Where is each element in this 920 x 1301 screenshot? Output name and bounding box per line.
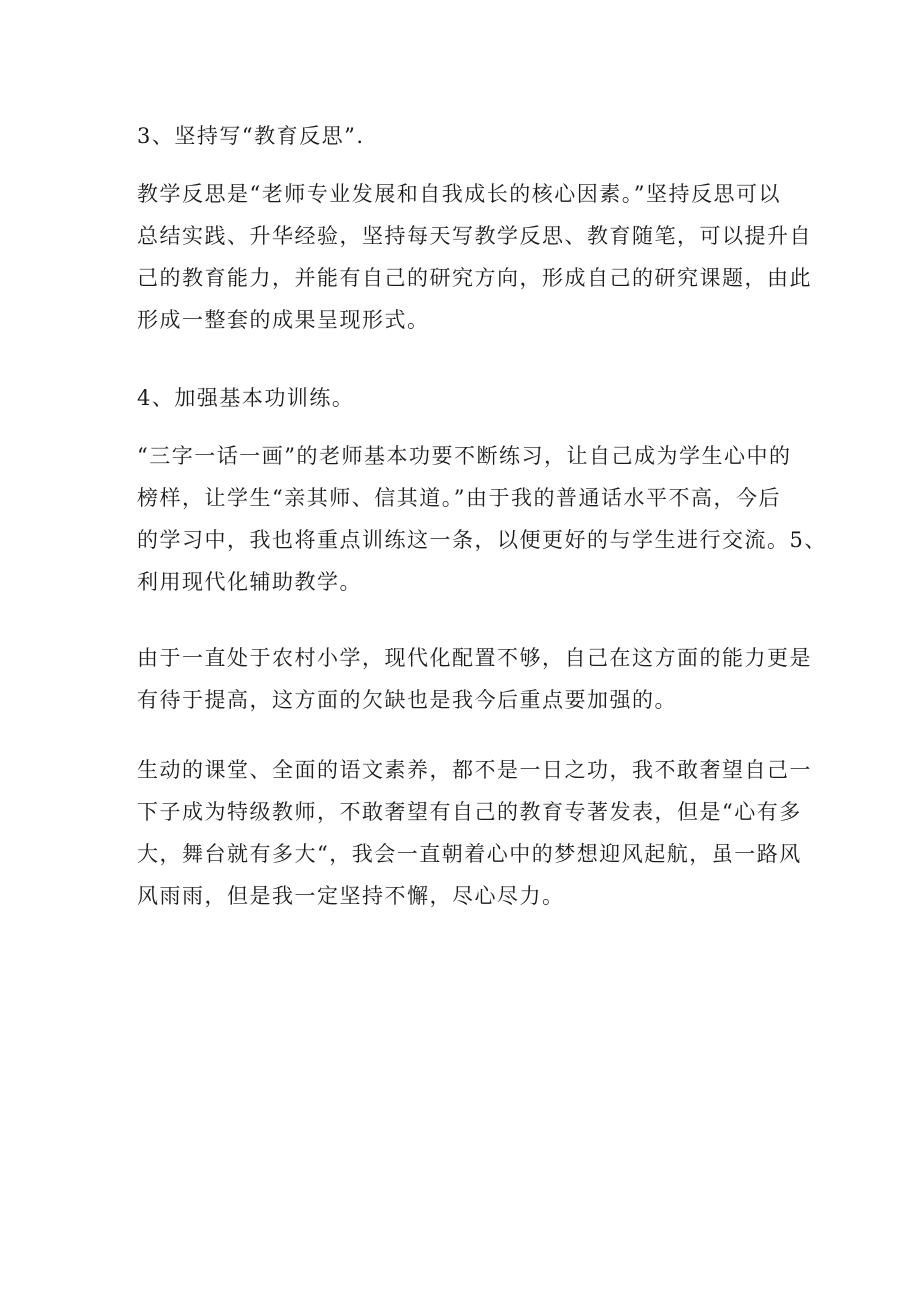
heading-line: 4、加强基本功训练。 — [137, 386, 355, 410]
paragraph-line: 生动的课堂、全面的语文素养，都不是一日之功，我不敢奢望自己一 — [137, 758, 812, 782]
paragraph-line: 风雨雨，但是我一定坚持不懈，尽心尽力。 — [137, 884, 565, 908]
paragraph-line: 总结实践、升华经验，坚持每天写教学反思、教育随笔，可以提升自 — [137, 224, 812, 248]
heading-line: 3、坚持写“教育反思”. — [137, 124, 365, 148]
section-heading-4 — [137, 377, 787, 419]
paragraph-line: 榜样，让学生“亲其师、信其道。”由于我的普通话水平不高，今后 — [137, 486, 781, 510]
paragraph-line: 由于一直处于农村小学，现代化配置不够，自己在这方面的能力更是 — [137, 646, 812, 670]
paragraph-line: 形成一整套的成果呈现形式。 — [137, 308, 430, 332]
paragraph-line: 己的教育能力，并能有自己的研究方向，形成自己的研究课题，由此 — [137, 266, 812, 290]
paragraph-closing — [137, 749, 812, 917]
paragraph-education-reflection — [137, 173, 812, 341]
paragraph-line: 有待于提高，这方面的欠缺也是我今后重点要加强的。 — [137, 688, 677, 712]
paragraph-line: 下子成为特级教师，不敢奢望有自己的教育专著发表，但是“心有多 — [137, 800, 802, 824]
paragraph-basic-skills — [137, 435, 827, 603]
paragraph-line: 大，舞台就有多大“，我会一直朝着心中的梦想迎风起航，虽一路风 — [137, 842, 802, 866]
paragraph-modernization — [137, 637, 812, 721]
paragraph-line: 的学习中，我也将重点训练这一条，以便更好的与学生进行交流。5、 — [137, 528, 827, 552]
paragraph-line: 教学反思是“老师专业发展和自我成长的核心因素。”坚持反思可以 — [137, 182, 781, 206]
section-heading-3 — [137, 115, 787, 157]
paragraph-line: 利用现代化辅助教学。 — [137, 570, 362, 594]
paragraph-line: “三字一话一画”的老师基本功要不断练习，让自己成为学生心中的 — [137, 444, 792, 468]
